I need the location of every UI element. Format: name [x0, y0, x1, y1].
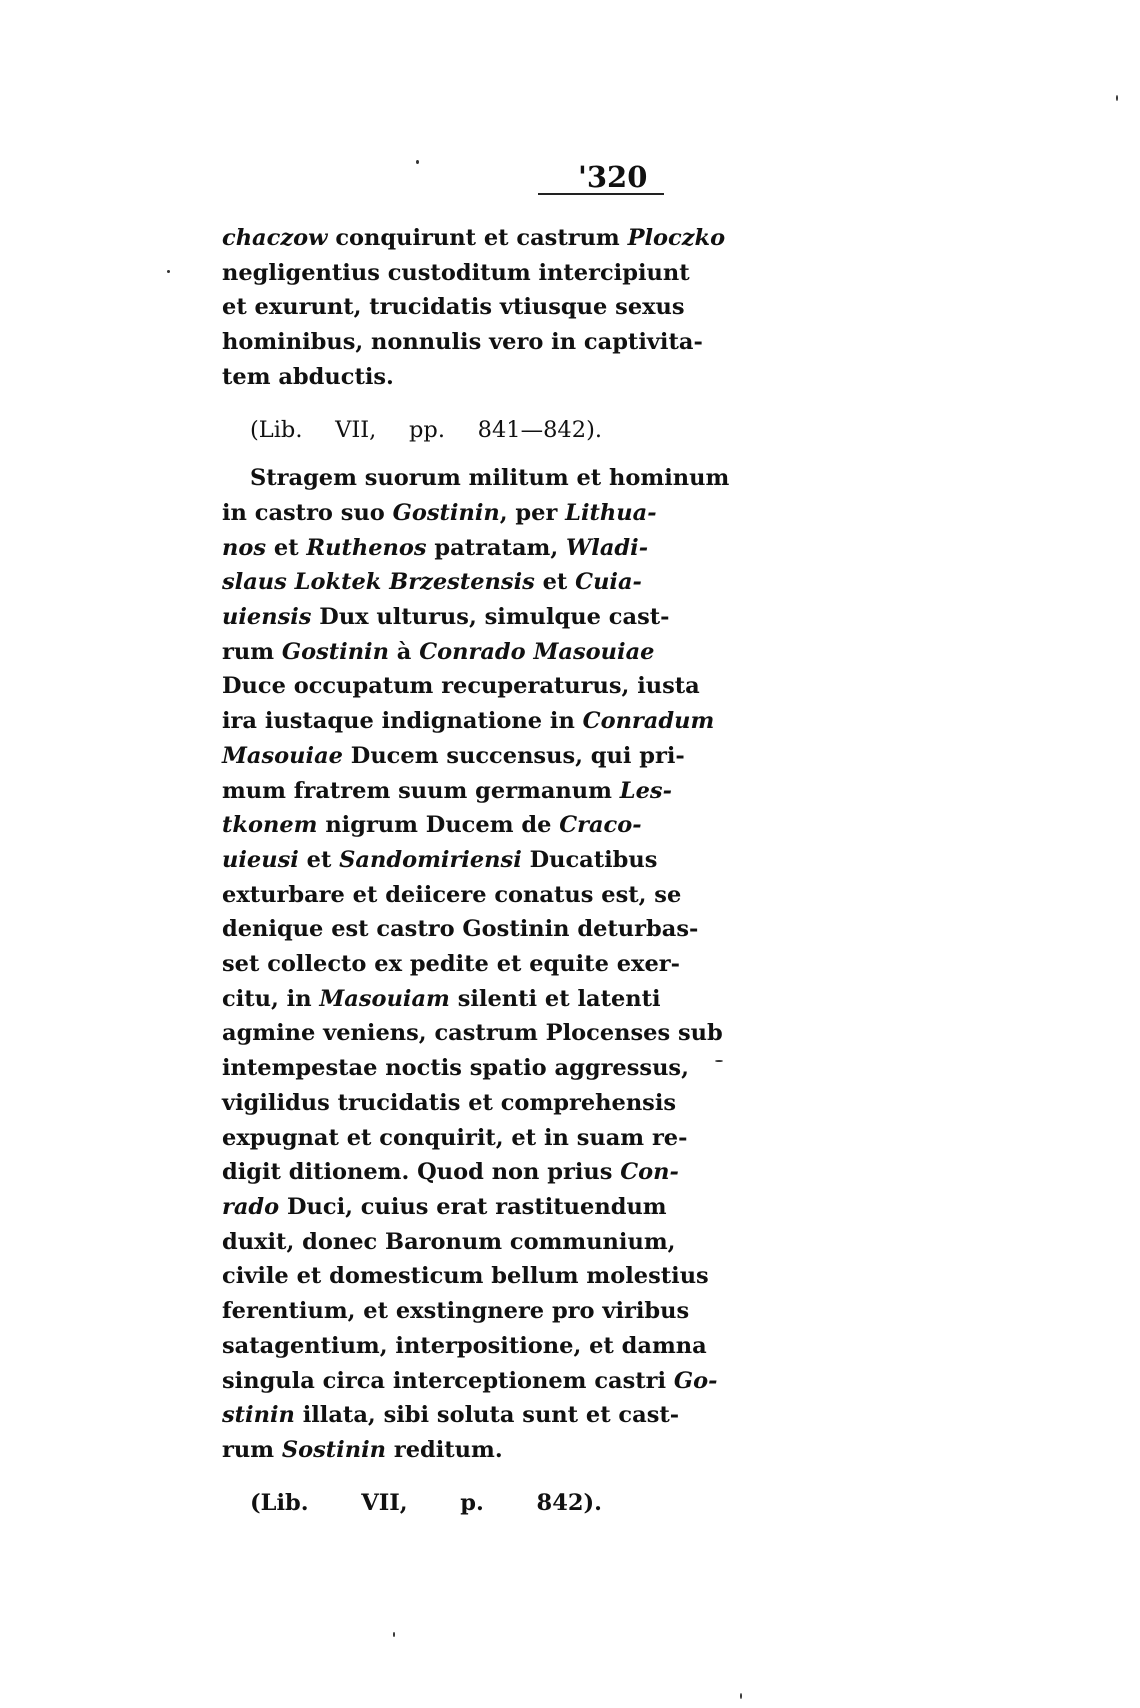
text-line: singula circa interceptionem castri Go-: [222, 1367, 718, 1394]
text-line: nos et Ruthenos patratam, Wladi-: [222, 534, 649, 561]
text-line: negligentius custoditum intercipiunt: [222, 259, 690, 286]
scan-speck: [167, 270, 170, 273]
text-line: ferentium, et exstingnere pro viribus: [222, 1298, 690, 1325]
body-text: [222, 221, 730, 1520]
text-line: digit ditionem. Quod non prius Con-: [222, 1159, 679, 1186]
page-number: '320: [578, 160, 648, 194]
scan-speck: [393, 1632, 395, 1637]
citation-reference: (Lib. VII, p. 842).: [250, 1489, 602, 1516]
scan-speck: [1116, 95, 1118, 101]
text-line: rum Gostinin à Conrado Masouiae: [222, 638, 655, 665]
text-line: uiensis Dux ulturus, simulque cast-: [222, 604, 670, 631]
text-line: civile et domesticum bellum molestius: [222, 1263, 709, 1290]
scan-speck: [740, 1693, 742, 1699]
text-line: citu, in Masouiam silenti et latenti: [222, 985, 661, 1012]
citation-reference: (Lib. VII, pp. 841—842).: [250, 416, 602, 443]
text-line: hominibus, nonnulis vero in captivita-: [222, 329, 703, 356]
scan-speck: [416, 160, 419, 164]
text-line: vigilidus trucidatis et comprehensis: [222, 1089, 677, 1116]
header-rule: [538, 193, 664, 195]
text-line: rado Duci, cuius erat rastituendum: [222, 1193, 667, 1220]
text-line: uieusi et Sandomiriensi Ducatibus: [222, 846, 658, 873]
text-line: exturbare et deiicere conatus est, se: [222, 881, 682, 908]
text-line: Duce occupatum recuperaturus, iusta: [222, 673, 700, 700]
text-line: slaus Loktek Brzestensis et Cuia-: [222, 569, 642, 596]
text-line: satagentium, interpositione, et damna: [222, 1332, 707, 1359]
text-line: in castro suo Gostinin, per Lithua-: [222, 499, 657, 526]
text-line: duxit, donec Baronum communium,: [222, 1228, 676, 1255]
text-line: Stragem suorum militum et hominum: [250, 465, 730, 492]
text-line: stinin illata, sibi soluta sunt et cast-: [222, 1402, 680, 1429]
text-line: Masouiae Ducem succensus, qui pri-: [222, 742, 685, 769]
text-line: denique est castro Gostinin deturbas-: [222, 916, 699, 943]
text-line: mum fratrem suum germanum Les-: [222, 777, 672, 804]
text-line: expugnat et conquirit, et in suam re-: [222, 1124, 688, 1151]
text-line: agmine veniens, castrum Plocenses sub: [222, 1020, 723, 1047]
text-line: set collecto ex pedite et equite exer-: [222, 951, 680, 978]
text-line: intempestae noctis spatio aggressus,: [222, 1055, 689, 1082]
text-line: et exurunt, trucidatis vtiusque sexus: [222, 294, 685, 321]
text-line: chaczow conquirunt et castrum Ploczko: [222, 225, 726, 251]
text-line: rum Sostinin reditum.: [222, 1436, 503, 1463]
scan-speck: [715, 1060, 723, 1062]
text-line: tem abductis.: [222, 363, 394, 390]
text-line: ira iustaque indignatione in Conradum: [222, 708, 715, 735]
text-line: tkonem nigrum Ducem de Craco-: [222, 812, 642, 839]
